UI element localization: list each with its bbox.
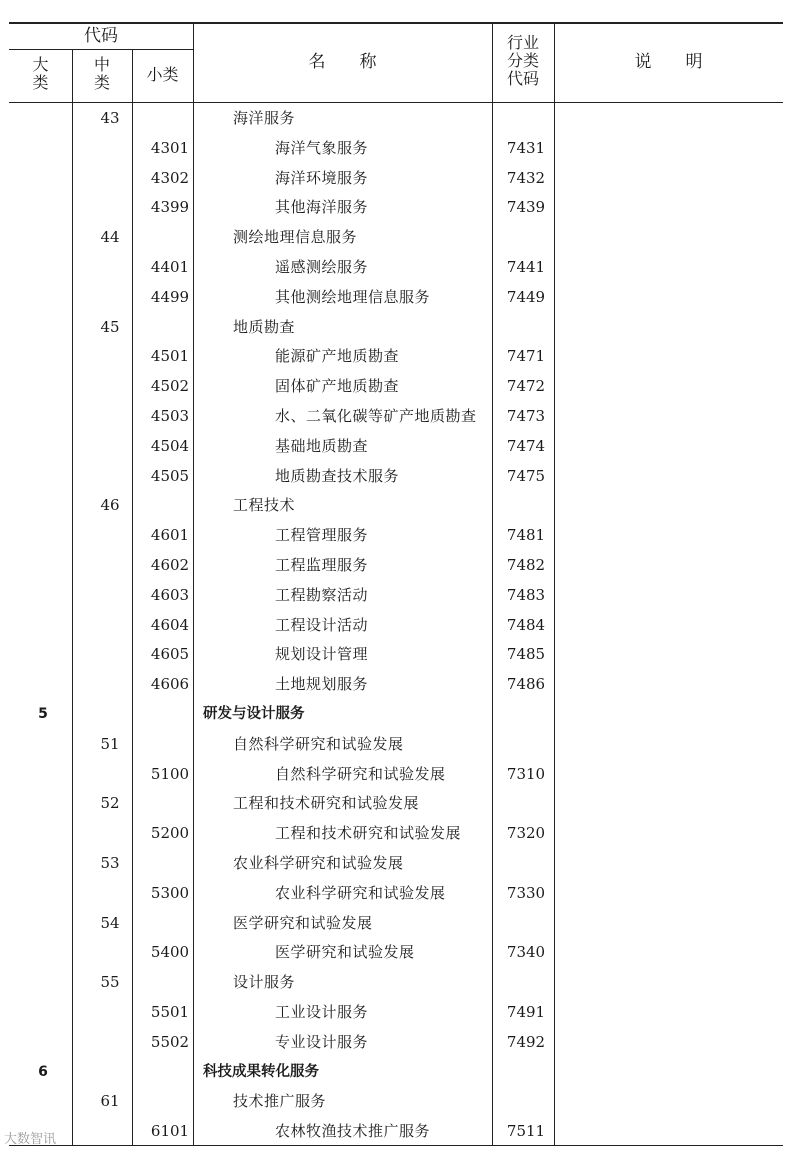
major-category-label: 大 类 [32, 55, 49, 92]
industry-code: 7441 [506, 258, 546, 276]
table-row [9, 222, 783, 252]
minor-category-code: 4502 [150, 377, 190, 396]
industry-code: 7449 [506, 287, 546, 306]
industry-code: 7474 [506, 436, 546, 455]
table-row [9, 520, 783, 550]
minor-category-code: 4501 [150, 347, 190, 366]
minor-category-code: 4504 [150, 436, 190, 455]
category-name: 农林牧渔技术推广服务 [275, 1122, 431, 1141]
mid-category-code: 61 [100, 1092, 120, 1111]
minor-category-code: 4602 [150, 556, 190, 574]
table-row [9, 163, 783, 193]
industry-code: 7330 [506, 883, 546, 902]
industry-code: 7482 [506, 556, 546, 574]
minor-category-code: 4605 [150, 645, 190, 664]
minor-category-code: 4499 [150, 287, 190, 306]
category-name: 土地规划服务 [275, 675, 369, 694]
major-category-code: 6 [38, 1063, 48, 1080]
table-row [9, 1027, 783, 1057]
table-row [9, 282, 783, 312]
category-name: 地质勘查技术服务 [275, 466, 400, 485]
table-row [9, 580, 783, 610]
category-name: 工程和技术研究和试验发展 [275, 824, 462, 843]
minor-category-code: 4603 [150, 585, 190, 604]
table-row [9, 490, 783, 520]
minor-category-code: 4399 [150, 198, 190, 217]
category-name: 农业科学研究和试验发展 [275, 883, 446, 902]
table-row [9, 818, 783, 848]
minor-category-code: 4606 [150, 675, 190, 694]
table-row [9, 788, 783, 818]
minor-category-code: 5100 [150, 764, 190, 783]
industry-code: 7483 [506, 585, 546, 604]
category-name: 工程技术 [233, 496, 296, 515]
category-name: 其他测绘地理信息服务 [275, 287, 431, 306]
category-name: 设计服务 [233, 973, 296, 992]
category-name: 地质勘查 [233, 317, 296, 336]
industry-code: 7472 [506, 377, 546, 396]
note-column-label: 说 明 [634, 52, 703, 72]
mid-category-label: 中 类 [93, 55, 110, 92]
table-row [9, 401, 783, 431]
table-row [9, 431, 783, 461]
table-row [9, 997, 783, 1027]
watermark-text: 大数智讯 [4, 1132, 57, 1147]
category-name: 能源矿产地质勘查 [275, 347, 400, 366]
table-row [9, 371, 783, 401]
table-row [9, 1086, 783, 1116]
industry-code: 7473 [506, 407, 546, 425]
mid-category-code: 55 [100, 973, 120, 992]
table-row [9, 908, 783, 938]
minor-category-code: 4601 [150, 526, 190, 545]
table-row [9, 729, 783, 759]
table-row [9, 461, 783, 491]
mid-category-code: 53 [100, 854, 120, 872]
industry-code: 7491 [506, 1003, 546, 1021]
industry-code: 7471 [506, 347, 546, 366]
minor-category-code: 5300 [150, 883, 190, 902]
table-row [9, 878, 783, 908]
industry-code: 7310 [506, 764, 546, 783]
table-row [9, 550, 783, 580]
table-row [9, 848, 783, 878]
category-name: 医学研究和试验发展 [233, 913, 373, 932]
category-name: 固体矿产地质勘查 [275, 377, 400, 396]
category-name: 其他海洋服务 [275, 198, 369, 217]
industry-code: 7432 [506, 168, 546, 187]
minor-category-code: 6101 [150, 1122, 190, 1141]
mid-category-code: 44 [100, 228, 120, 247]
table-row [9, 967, 783, 997]
category-name: 工程管理服务 [275, 526, 369, 545]
table-row [9, 669, 783, 699]
category-name: 工业设计服务 [275, 1003, 369, 1021]
table-row [9, 639, 783, 669]
major-category-code: 5 [38, 706, 48, 722]
name-column-label: 名 称 [308, 52, 377, 72]
category-name: 遥感测绘服务 [275, 258, 369, 276]
category-name: 科技成果转化服务 [203, 1063, 319, 1080]
mid-category-code: 51 [100, 734, 120, 753]
minor-category-code: 4302 [150, 168, 190, 187]
table-row [9, 252, 783, 282]
category-name: 海洋服务 [233, 109, 296, 127]
minor-category-code: 4301 [150, 138, 190, 157]
category-name: 工程监理服务 [275, 556, 369, 574]
industry-code: 7485 [506, 645, 546, 664]
table-row [9, 192, 783, 222]
industry-code: 7340 [506, 943, 546, 962]
mid-category-code: 43 [100, 109, 120, 127]
minor-category-code: 5502 [150, 1032, 190, 1051]
mid-category-code: 45 [100, 317, 120, 336]
category-name: 专业设计服务 [275, 1032, 369, 1051]
minor-category-code: 4503 [150, 407, 190, 425]
industry-code: 7511 [506, 1122, 546, 1141]
category-name: 测绘地理信息服务 [233, 228, 358, 247]
category-name: 医学研究和试验发展 [275, 943, 415, 962]
industry-code: 7484 [506, 615, 546, 634]
minor-category-code: 5501 [150, 1003, 190, 1021]
table-row [9, 312, 783, 342]
minor-category-code: 5400 [150, 943, 190, 962]
industry-code: 7439 [506, 198, 546, 217]
table-row [9, 133, 783, 163]
category-name: 海洋气象服务 [275, 138, 369, 157]
category-name: 自然科学研究和试验发展 [233, 734, 404, 753]
category-name: 工程勘察活动 [275, 585, 369, 604]
minor-category-code: 5200 [150, 824, 190, 843]
category-name: 农业科学研究和试验发展 [233, 854, 404, 872]
category-name: 自然科学研究和试验发展 [275, 764, 446, 783]
minor-category-code: 4401 [150, 258, 190, 276]
table-row [9, 610, 783, 640]
table-row [9, 1116, 783, 1146]
table-row [9, 341, 783, 371]
mid-category-code: 52 [100, 794, 120, 813]
industry-code: 7486 [506, 675, 546, 694]
industry-code: 7481 [506, 526, 546, 545]
category-name: 工程和技术研究和试验发展 [233, 794, 420, 813]
industry-code: 7431 [506, 138, 546, 157]
table-row [9, 103, 783, 133]
mid-category-code: 54 [100, 913, 120, 932]
table-row [9, 759, 783, 789]
mid-category-code: 46 [100, 496, 120, 515]
industry-code: 7475 [506, 466, 546, 485]
industry-code-label: 行业 分类 代码 [506, 33, 539, 88]
category-name: 水、二氧化碳等矿产地质勘查 [275, 407, 477, 425]
table-row [9, 1057, 783, 1087]
category-name: 海洋环境服务 [275, 168, 369, 187]
category-name: 技术推广服务 [233, 1092, 327, 1111]
table-header [9, 22, 783, 103]
category-name: 研发与设计服务 [203, 706, 305, 722]
category-name: 基础地质勘查 [275, 436, 369, 455]
category-name: 规划设计管理 [275, 645, 369, 664]
minor-category-code: 4505 [150, 466, 190, 485]
category-name: 工程设计活动 [275, 615, 369, 634]
industry-code: 7320 [506, 824, 546, 843]
table-row [9, 937, 783, 967]
minor-category-code: 4604 [150, 615, 190, 634]
minor-category-label: 小类 [146, 65, 179, 84]
industry-code: 7492 [506, 1032, 546, 1051]
code-group-label: 代码 [84, 26, 118, 46]
table-row [9, 699, 783, 729]
